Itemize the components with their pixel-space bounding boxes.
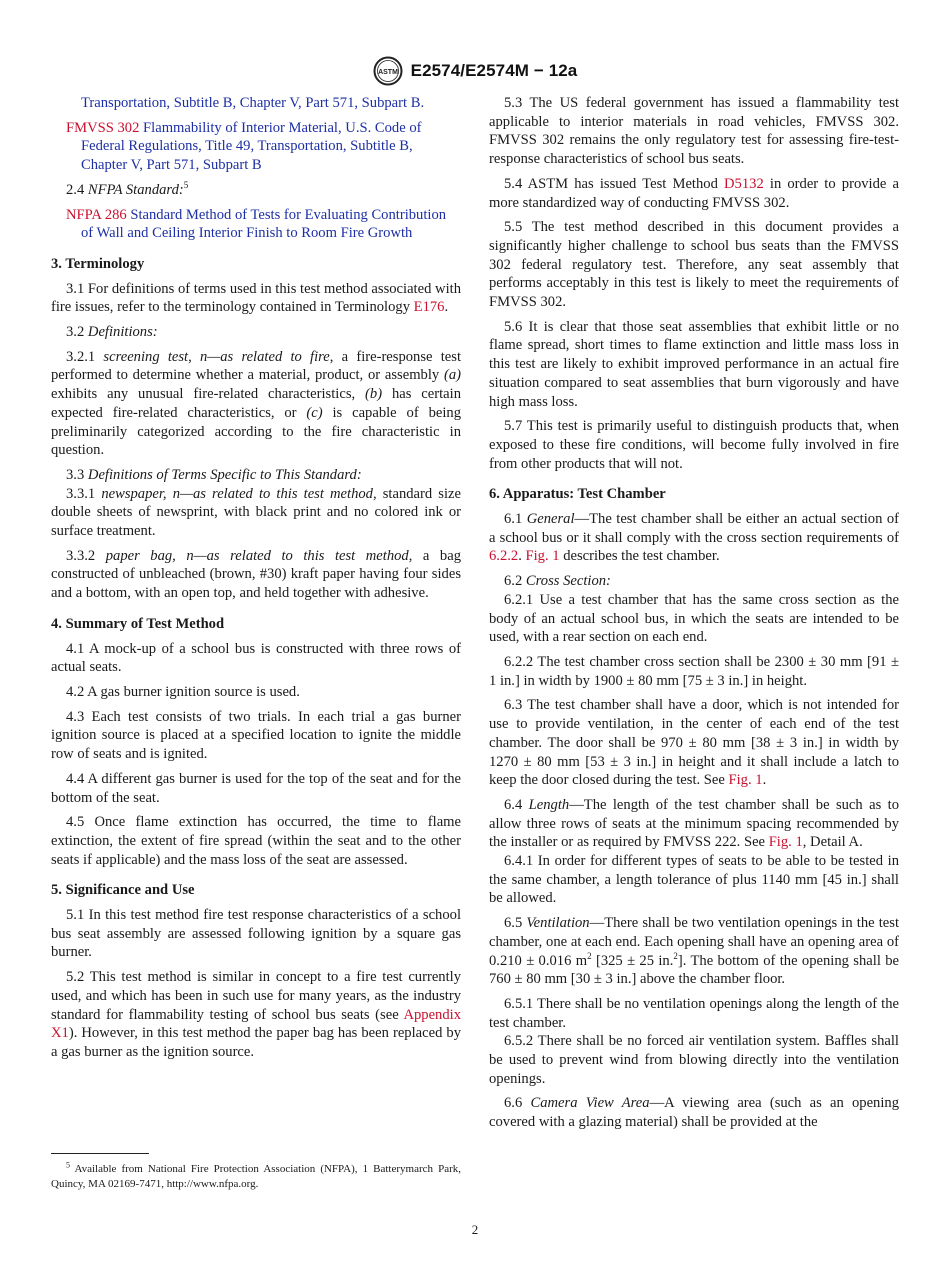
paragraph-6-2-2: 6.2.2 The test chamber cross section shall be 2300 ± 30 mm [91 ± 1 in.] in width by 1900 ± 80 mm [75 ± 3 in.] in height. — [489, 653, 899, 689]
paragraph-6-5-2: 6.5.2 There shall be no forced air ventilation system. Baffles shall be used to prevent wind from blowing directly into the ventilation openings. — [489, 1033, 899, 1087]
paragraph-6-3: 6.3 The test chamber shall have a door, which is not intended for use to provide ventilation, in the center of each end of the test chamber. The door shall be 970 ± 80 mm [38 ± 3 in.] in width by 1270 ± 80 mm [53 ± 3 in.] in height and it shall include a latch to keep the door closed during the test. See Fig. 1. — [489, 697, 899, 789]
paragraph-6-5-1: 6.5.1 There shall be no ventilation openings along the length of the test chamber. — [489, 995, 899, 1031]
footnote-text: Available from National Fire Protection Association (NFPA), 1 Batterymarch Park, Quincy, MA 02169-7471, http://www.nfpa.org. — [51, 1163, 461, 1190]
reference-title-link[interactable]: Standard Method of Tests for Evaluating Contribution of Wall and Ceiling Interior Finish to Room Fire Growth — [81, 206, 447, 242]
reference-code-link[interactable]: FMVSS 302 — [66, 119, 140, 136]
astm-logo-text: ASTM — [377, 69, 398, 76]
paragraph-5-2: 5.2 This test method is similar in concept to a fire test currently used, and which has been in such use for many years, as the industry standard for flammability testing of school bus seats (see Appendix X1). However, in this test method the paper bag has been replaced by a gas burner as the ignition source. — [51, 969, 461, 1060]
reference-code-link[interactable]: NFPA 286 — [66, 206, 127, 223]
paragraph-4-4: 4.4 A different gas burner is used for the top of the seat and for the bottom of the seat. — [51, 770, 461, 806]
paragraph-4-2: 4.2 A gas burner ignition source is used. — [66, 683, 300, 700]
paragraph-5-5: 5.5 The test method described in this document provides a significantly higher challenge to school bus seats than the FMVSS 302 federal regulatory test. Therefore, any seat assembly that performs acceptably in this test is likely to meet the requirements of FMVSS 302. — [489, 219, 899, 311]
footnote-divider — [51, 1153, 149, 1154]
paragraph-6-5: 6.5 Ventilation—There shall be two ventilation openings in the test chamber, one at each end. Each opening shall have an opening area of 0.210 ± 0.016 $m^2$ [325 ± 25 in.$^2$]. The bottom of the opening shall be 760 ± 80 mm [30 ± 3 in.] above the chamber floor. — [489, 915, 899, 988]
reference-fmvss302 — [51, 119, 461, 175]
paragraph-5-4: 5.4 ASTM has issued Test Method D5132 in order to provide a more standardized way of conducting FMVSS 302. — [489, 175, 900, 211]
paragraph-3-2: 3.2 Definitions: — [66, 324, 158, 341]
section-heading-summary: 4. Summary of Test Method — [51, 615, 225, 632]
astm-logo-icon — [373, 56, 403, 86]
paragraph-3-1: 3.1 For definitions of terms used in this test method associated with fire issues, refer to the terminology contained in Terminology E176. — [51, 280, 461, 316]
footnote — [51, 1162, 461, 1191]
paragraph-3-3: 3.3 Definitions of Terms Specific to This Standard: — [66, 466, 362, 483]
section-number: 2.4 — [66, 181, 85, 198]
reference-link[interactable]: Transportation, Subtitle B, Chapter V, Part 571, Subpart B. — [81, 95, 425, 111]
page-number: 2 — [471, 1222, 479, 1237]
paragraph-5-6: 5.6 It is clear that those seat assemblies that exhibit little or no flame spread, short times to flame extinction and little mass loss in this test are likely to exhibit improved performance in an actual fire situation compared to seat assemblies that burn vigorously and have high mass loss. — [489, 318, 899, 410]
section-2-4 — [51, 181, 461, 200]
right-column — [489, 94, 899, 1138]
reference-nfpa286 — [51, 206, 461, 243]
paragraph-6-2: 6.2 Cross Section: — [504, 573, 611, 590]
paragraph-5-7: 5.7 This test is primarily useful to distinguish products that, when exposed to these fire conditions, will become fully involved in fire from other products that will not. — [489, 418, 899, 472]
paragraph-3-3-1: 3.3.1 newspaper, n—as related to this test method, standard size double sheets of newsprint, with black print and no colored ink or surface treatment. — [51, 485, 461, 540]
paragraph-5-1: 5.1 In this test method fire test response characteristics of a school bus seat assembly are assessed following ignition by a square gas burner. — [51, 907, 461, 961]
figure-1-link[interactable]: Fig. 1 — [525, 548, 560, 565]
reference-continuation — [51, 94, 461, 113]
paragraph-4-3: 4.3 Each test consists of two trials. In each trial a gas burner ignition source is placed at a specified location to ignite the middle row of seats and is ignited. — [51, 708, 461, 763]
footnote-marker: 5 — [183, 179, 189, 190]
terminology-e176-link[interactable]: E176 — [413, 299, 445, 316]
section-heading-terminology: 3. Terminology — [51, 255, 145, 272]
document-designation: E2574/E2574M − 12a — [410, 61, 578, 80]
section-heading-significance: 5. Significance and Use — [51, 882, 195, 899]
footnote-marker: 5 — [66, 1160, 70, 1170]
paragraph-6-1: 6.1 General—The test chamber shall be either an actual section of a school bus or it shall comply with the cross section requirements of 6.2.2. Fig. 1 describes the test chamber. — [489, 511, 899, 565]
paragraph-5-3: 5.3 The US federal government has issued a flammability test applicable to interior materials in road vehicles, FMVSS 302. FMVSS 302 remains the only regulatory test for assessing fire-test-response characteristics of school bus seats. — [489, 95, 899, 168]
paragraph-6-2-1: 6.2.1 Use a test chamber that has the same cross section as the body of an actual school bus, in which the seats are intended to be used, with a rear section on each end. — [489, 591, 899, 646]
appendix-x1-link[interactable]: Appendix X1 — [51, 1006, 461, 1042]
paragraph-3-2-1: 3.2.1 screening test, n—as related to fire, a fire-response test performed to determine whether a material, product, or assembly (a) exhibits any unusual fire-related characteristics, (b) has certain expected fire-related characteristics, or (c) is capable of being preliminarily categorized according to the fire characteristic in question. — [51, 348, 462, 459]
paragraph-3-3-2: 3.3.2 paper bag, n—as related to this test method, a bag constructed of unbleached (brown, #30) kraft paper having four sides and a bottom, with an open top, and held together with adhesive. — [51, 547, 461, 602]
paragraph-4-5: 4.5 Once flame extinction has occurred, the time to flame extinction, the extent of fire spread (within the seat and to the other seats if applicable) and the mass loss of the seat are assessed. — [51, 814, 461, 868]
section-6-2-2-link[interactable]: 6.2.2 — [489, 548, 519, 565]
paragraph-6-6: 6.6 Camera View Area—A viewing area (such as an opening covered with a glazing material) shall be provided at the — [489, 1095, 900, 1131]
test-method-d5132-link[interactable]: D5132 — [724, 175, 764, 192]
section-label: NFPA Standard: — [87, 181, 184, 198]
left-column — [51, 94, 461, 1068]
section-heading-apparatus: 6. Apparatus: Test Chamber — [489, 486, 666, 503]
paragraph-4-1: 4.1 A mock-up of a school bus is constructed with three rows of actual seats. — [51, 640, 461, 676]
reference-title-link[interactable]: Flammability of Interior Material, U.S. Code of Federal Regulations, Title 49, Transportation, Subtitle B, Chapter V, Part 571, Subpart B — [81, 119, 422, 174]
figure-1-link[interactable]: Fig. 1 — [728, 772, 763, 789]
page-header — [0, 56, 950, 86]
paragraph-6-4-1: 6.4.1 In order for different types of seats to be able to be tested in the same chamber, a length tolerance of plus 1140 mm [45 in.] shall be allowed. — [489, 853, 899, 907]
figure-1-link[interactable]: Fig. 1 — [768, 834, 803, 851]
paragraph-6-4: 6.4 Length—The length of the test chamber shall be such as to allow three rows of seats at the minimum spacing recommended by the installer or as required by FMVSS 222. See Fig. 1, Detail A. — [489, 796, 899, 851]
